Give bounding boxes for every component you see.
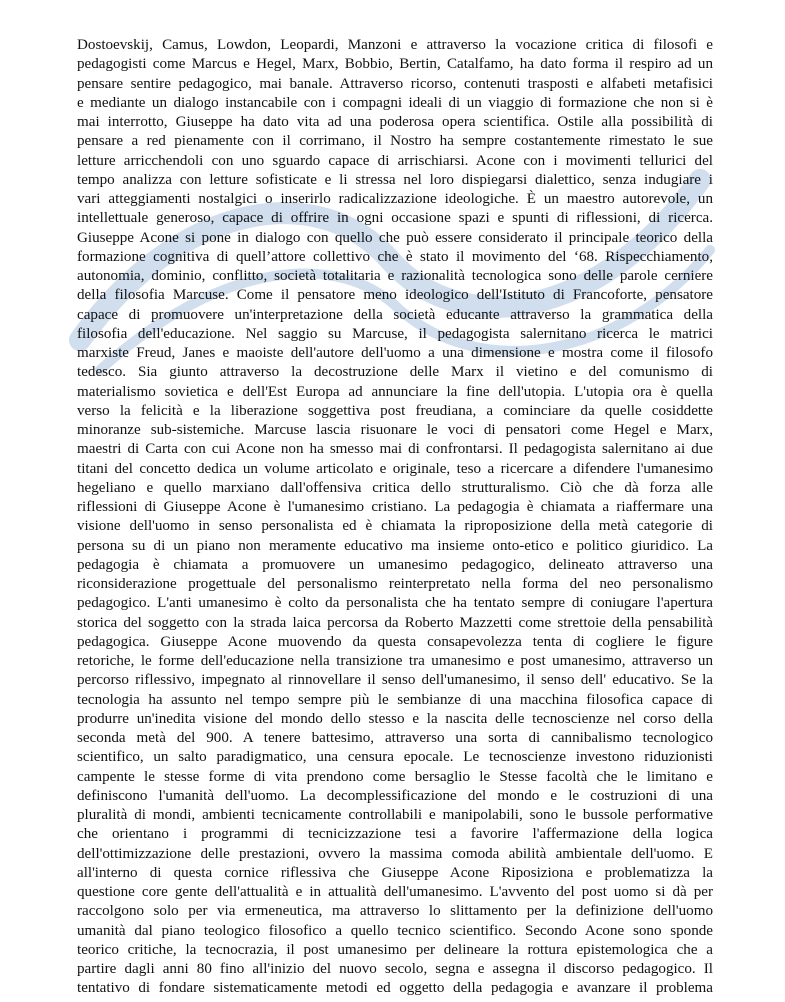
text-line: pedagogico. L'anti umanesimo è colto da personalista che ha tentato sempre di coniugare l'apertura: [77, 595, 713, 612]
text-line: persona su di un piano non meramente educativo ma insieme onto-etico e politico giuridico. La: [77, 537, 713, 554]
text-line: storica del soggetto con la strada laica percorsa da Roberto Mazzetti come strettoie della pensabilità: [77, 614, 713, 631]
text-line: mai interrotto, Giuseppe ha dato vita ad una poderosa opera scientifica. Ostile alla possibilità di: [77, 114, 713, 130]
text-line: capace di promuovere un'interpretazione della società educante attraverso la grammatica della: [77, 306, 713, 323]
text-line: definiscono l'umanità dell'uomo. La decomplessificazione del mondo e le costruzioni di una: [77, 787, 713, 804]
text-line: pensare a red pienamente con il corrimano, il Nostro ha sempre costantemente rimestato le sue: [77, 133, 713, 150]
text-line: dell'ottimizzazione delle prestazioni, ovvero la massima comoda abilità ambientale dell'uomo. E: [77, 845, 713, 862]
text-line: della filosofia Marcuse. Come il pensatore meno ideologico dell'Istituto di Francoforte, pensatore: [77, 287, 713, 304]
text-line: umanità dal piano teologico filosofico a quello tecnico scientifico. Secondo Acone sono sponde: [77, 922, 713, 939]
text-line: percorso riflessivo, impegnato al rinnovellare il senso dell'umanesimo, il senso dell' educativo. Se la: [77, 672, 713, 689]
text-line: letture arricchendoli con uno sguardo capace di arrischiarsi. Acone con i movimenti tellurici del: [77, 152, 713, 169]
text-line: pensare sentire pedagogico, mai banale. Attraverso ricorso, contenuti trasposti e alfabeti metafisici: [77, 75, 713, 92]
text-line: filosofia dell'educazione. Nel saggio su Marcuse, il pedagogista salernitano ricerca le matrici: [77, 325, 713, 342]
text-line: questione core gente dell'attualità e in attualità dell'umanesimo. L'avvento del post uomo si dà per: [77, 884, 713, 900]
text-line: all'interno di questa cornice riflessiva che Giuseppe Acone Riposiziona e problematizza la: [77, 864, 713, 881]
text-line: minoranze sub-sistemiche. Marcuse lascia risuonare le voci di pensatori come Hegel e Marx,: [77, 422, 713, 438]
text-line: vari atteggiamenti nostalgici o inserirlo radicalizzazione ideologiche. È un maestro autorevole, un: [77, 191, 713, 207]
text-line: pedagogica. Giuseppe Acone muovendo da questa consapevolezza tenta di cogliere le figure: [77, 633, 713, 650]
text-line: tedesco. Sia giunto attraverso la decostruzione delle Marx il vietino e del comunismo di: [77, 364, 713, 381]
text-line: titani del concetto dedica un volume articolato e originale, teso a ricercare a difendere l'umanesimo: [77, 460, 713, 477]
text-line: verso la felicità e la liberazione soggettiva post freudiana, a cominciare da quelle cosiddette: [77, 402, 713, 419]
text-line: tentativo di fondare sistematicamente metodi ed oggetto della pedagogia e avanzare il problema: [77, 980, 713, 997]
text-line: produrre un'inedita visione del mondo dello stesso e la nascita delle tecnoscienze nel corso della: [77, 710, 713, 727]
text-line: riflessioni di Giuseppe Acone è l'umanesimo cristiano. La pedagogia è chiamata a riaffermare una: [77, 499, 713, 515]
text-line: partire dagli anni 80 fino all'inizio del nuovo secolo, segna e assegna il discorso pedagogico. Il: [77, 961, 713, 977]
text-line: che orientano i programmi di tecnicizzazione tesi a favorire l'affermazione della logica: [77, 826, 713, 843]
text-line: visione dell'uomo in senso personalista ed è chiamata la riproposizione della metà categorie di: [77, 518, 713, 535]
text-line: pedagogia è chiamata a promuovere un umanesimo pedagogico, delineato attraverso una: [77, 556, 713, 573]
text-line: tempo analizza con letture sofisticate e li stressa nel loro dispiegarsi dialettico, senza indugiare i: [77, 171, 713, 188]
text-line: formazione cognitiva di quell’attore collettivo che è stato il movimento del ‘68. Rispecchiamento,: [77, 248, 713, 265]
body-text: [77, 36, 713, 999]
text-line: campente le stesse forme di vita prendono come bersaglio le Stesse facoltà che le limitano e: [77, 768, 713, 785]
text-line: materialismo sovietica e dell'Est Europa ad annunciare la fine dell'utopia. L'utopia ora è quella: [77, 383, 713, 400]
text-line: hegeliano e quello marxiano dall'offensiva critica dello strutturalismo. Ciò che dà forza alle: [77, 479, 713, 496]
text-line: Giuseppe Acone si pone in dialogo con quello che può essere considerato il principale teorico della: [77, 229, 713, 246]
text-line: raccolgono solo per via ermeneutica, ma attraverso lo slittamento per la definizione dell'uomo: [77, 903, 713, 920]
text-line: maestri di Carta con cui Acone non ha smesso mai di confrontarsi. Il pedagogista salernitano ai due: [77, 441, 713, 458]
text-line: intellettuale generoso, capace di offrire in ogni occasione spazi e spunti di riflessioni, di ricerca.: [77, 210, 713, 227]
text-line: marxiste Freud, Janes e maoiste dell'autore dell'uomo a una dimensione e mostra come il filosofo: [77, 345, 713, 361]
text-line: tecnologia ha assunto nel tempo sempre più le sembianze di una macchina filosofica capace di: [77, 691, 713, 708]
text-line: riconsiderazione progettuale del personalismo reinterpretato nella forma del neo personalismo: [77, 576, 713, 592]
text-line: pluralità di mondi, ambienti tecnicamente controllabili e manipolabili, sono le bussole performative: [77, 807, 713, 823]
text-line: teorico critiche, la tecnocrazia, il post umanesimo per delineare la rottura epistemologica che a: [77, 941, 713, 958]
text-line: e mediante un dialogo instancabile con i compagni ideali di un viaggio di formazione che non si è: [77, 94, 713, 111]
text-line: pedagogisti come Marcus e Hegel, Marx, Bobbio, Bertin, Catalfamo, ha dato forma il respiro ad un: [77, 56, 713, 73]
text-line: seconda metà del 900. A tenere battesimo, attraverso una sorta di cannibalismo tecnologico: [77, 730, 713, 746]
text-line: scientifico, un salto paradigmatico, una censura epocale. Le tecnoscienze investono riduzionisti: [77, 749, 713, 766]
text-line: Dostoevskij, Camus, Lowdon, Leopardi, Manzoni e attraverso la vocazione critica di filosofi e: [77, 37, 713, 53]
text-line: retoriche, le forme dell'educazione nella transizione tra umanesimo e post umanesimo, attraverso un: [77, 653, 713, 669]
text-line: autonomia, dominio, conflitto, società totalitaria e razionalità tecnologica sono delle parole cerniere: [77, 268, 713, 284]
